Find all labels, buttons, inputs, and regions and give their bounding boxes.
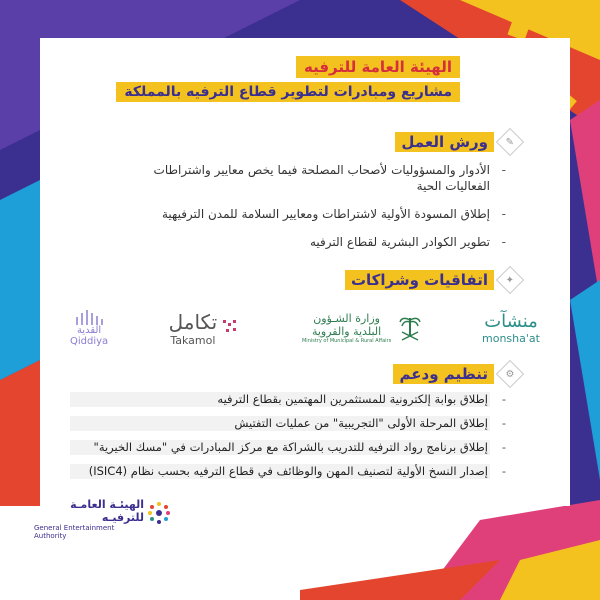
logo-text: monsha'at xyxy=(482,332,540,345)
list-item: - إطلاق برنامج رواد الترفيه للتدريب بالشراكة مع مركز المبادرات في "مسك الخيرية" xyxy=(70,440,490,455)
monshaat-logo xyxy=(482,311,540,345)
organization-list xyxy=(70,392,490,488)
footer-english-name: General Entertainment Authority xyxy=(34,524,115,540)
gea-footer-logo xyxy=(34,498,144,540)
footer-arabic-name: الهيئـة العامـة للترفيـه xyxy=(70,498,144,524)
page-subtitle: مشاريع ومبادرات لتطوير قطاع الترفيه بالمملكة xyxy=(116,82,460,102)
qiddiya-logo xyxy=(70,309,108,347)
logo-text: القدية xyxy=(76,325,102,336)
palm-emblem-icon xyxy=(398,314,422,342)
logo-text: Takamol xyxy=(170,333,216,347)
takamol-logo xyxy=(169,310,242,347)
section-agreements-heading xyxy=(345,270,520,290)
logo-text: منشآت xyxy=(484,311,538,332)
section-organization-heading xyxy=(393,364,520,384)
section-title: ورش العمل xyxy=(395,132,494,152)
list-item: - إصدار النسخ الأولية لتصنيف المهن والوظائف في قطاع الترفيه بحسب نظام (ISIC4) xyxy=(70,464,490,479)
section-workshops-heading xyxy=(395,132,520,152)
logo-text: Ministry of Municipal & Rural Affairs xyxy=(301,338,392,344)
partner-logos xyxy=(70,298,540,358)
mmra-logo xyxy=(302,312,422,344)
diamond-icon: ✎ xyxy=(496,128,524,156)
list-item: - الأدوار والمسؤوليات لأصحاب المصلحة فيما يخص معايير واشتراطات الفعاليات الحية xyxy=(105,162,490,194)
org-title: الهيئة العامة للترفيه xyxy=(296,56,460,78)
list-item: - إطلاق بوابة إلكترونية للمستثمرين المهتمين بقطاع الترفيه xyxy=(70,392,490,407)
logo-text: Qiddiya xyxy=(70,336,109,347)
diamond-icon: ✦ xyxy=(496,266,524,294)
logo-text: وزارة الشـؤون البلدية والقروية xyxy=(311,312,382,338)
list-item: - إطلاق المرحلة الأولى "التجريبية" من عمليات التفتيش xyxy=(70,416,490,431)
logo-text: تكامل xyxy=(168,309,218,334)
takamol-icon xyxy=(221,318,241,338)
gea-emblem-icon xyxy=(146,500,172,526)
workshops-list xyxy=(105,162,490,262)
diamond-icon: ⚙ xyxy=(496,360,524,388)
section-title: اتفاقيات وشراكات xyxy=(345,270,494,290)
list-item: - إطلاق المسودة الأولية لاشتراطات ومعايير السلامة للمدن الترفيهية xyxy=(105,206,490,222)
content-card xyxy=(40,38,570,506)
section-title: تنظيم ودعم xyxy=(393,364,494,384)
qiddiya-icon xyxy=(74,309,104,325)
list-item: - تطوير الكوادر البشرية لقطاع الترفيه xyxy=(105,234,490,250)
